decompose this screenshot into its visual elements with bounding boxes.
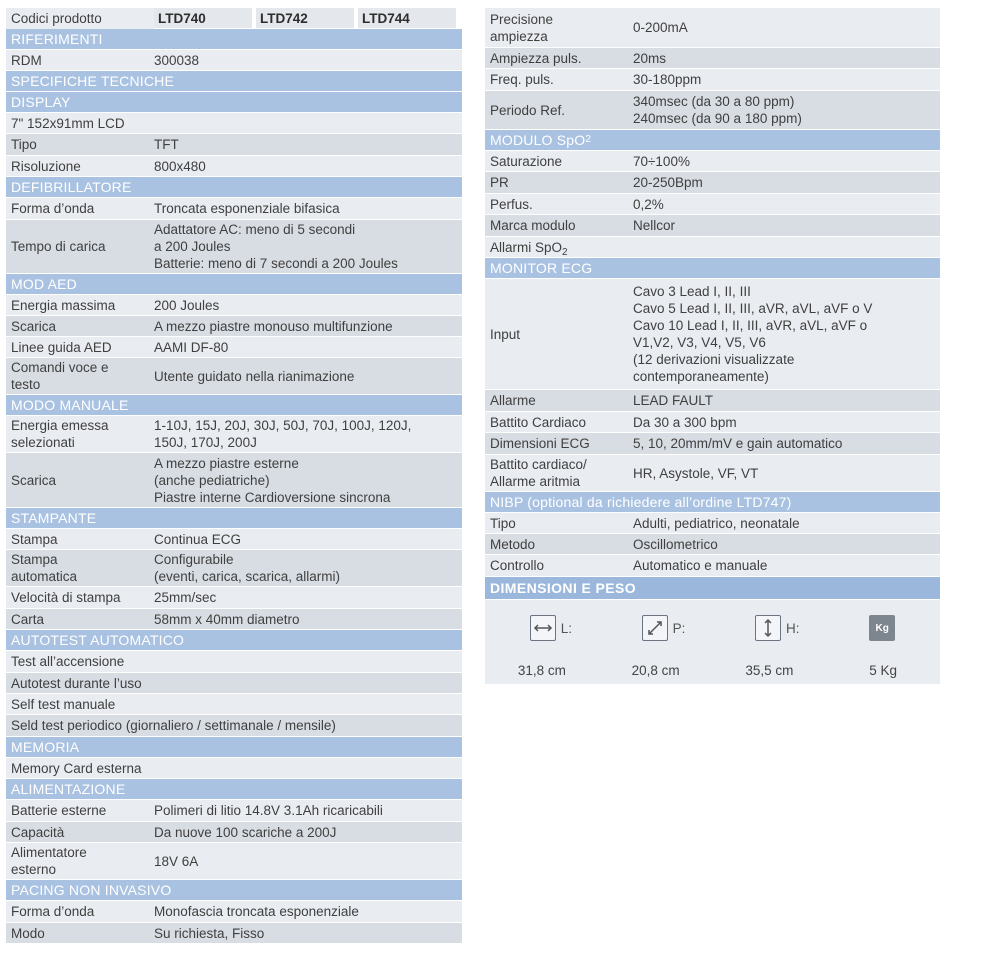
section-header-display [6,92,462,113]
spec-label [6,611,154,628]
spec-value: 5, 10, 20mm/mV e gain automatico [633,436,843,451]
section-header-pacing-non-invasivo [6,880,462,901]
spec-label-text: Energia emessa selezionati [11,418,109,450]
spec-value: LEAD FAULT [633,393,714,408]
spec-label [6,52,154,69]
section-header-text: RIFERIMENTI [11,31,103,47]
spec-label [6,824,154,841]
spec-row-precisione-ampiezza [485,8,940,48]
spec-label-text: Batterie esterne [11,803,107,818]
spec-label [6,115,125,132]
spec-label [6,696,115,713]
spec-row-scarica [6,453,462,508]
spec-row-ampiezza-puls [485,48,940,69]
spec-value: Continua ECG [154,531,242,547]
spec-label [485,196,633,213]
spec-row-metodo [485,534,940,555]
spec-row-forma-d-onda [6,198,462,220]
spec-row-input [485,279,940,390]
spec-label-text: Marca modulo [490,218,576,233]
spec-label-text: Forma d’onda [11,904,95,919]
dimensions-icons-row [485,600,940,656]
section-header-defibrillatore [6,177,462,198]
spec-label-text: Metodo [490,536,536,552]
section-header-specifiche-tecniche [6,71,462,92]
spec-value: 70÷100% [633,153,690,169]
spec-value: 20-250Bpm [633,175,703,190]
spec-value: Automatico e manuale [633,558,768,573]
spec-row-allarmi-spo [485,237,940,258]
spec-row-saturazione [485,151,940,172]
spec-row-autotest-durante-l-uso [6,673,462,694]
spec-label-text: Battito Cardiaco [490,414,587,430]
dimension-depth-value: 20,8 cm [631,662,680,678]
spec-row-seld-test-periodico-giornaliero-settiman [6,715,462,737]
spec-row-batterie-esterne [6,800,462,822]
spec-label [485,153,633,170]
spec-label [6,717,336,734]
spec-row-test-all-accensione [6,651,462,673]
section-header-text: PACING NON INVASIVO [11,882,172,898]
spec-row-rdm [6,50,462,71]
spec-label [485,515,633,532]
spec-label-text: Dimensioni ECG [490,436,590,451]
spec-label [485,239,568,256]
spec-label-text: Velocità di stampa [11,590,121,605]
spec-label [6,200,154,217]
spec-row-tempo-di-carica [6,220,462,274]
spec-label-text: Comandi voce e testo [11,360,109,392]
spec-label-text: Alimentatore esterno [11,845,87,877]
spec-value: Nellcor [633,218,676,233]
spec-label [6,472,154,489]
section-header-dimensioni-e-peso [485,577,940,600]
dimension-weight-value: 5 Kg [869,662,898,678]
spec-label-text: Tempo di carica [11,239,106,254]
section-header-modulo-spo: MODULO SpO 2 [485,130,940,151]
spec-label [6,675,142,692]
spec-label-text: Autotest durante l’uso [11,675,142,691]
spec-row-allarme [485,390,940,412]
spec-label-text: RDM [11,52,42,68]
spec-value: 30-180ppm [633,72,702,87]
spec-label-text: Saturazione [490,153,563,169]
section-header-text: MODULO SpO [490,132,586,148]
spec-value: 20ms [633,50,667,66]
section-header-text: STAMPANTE [11,510,97,526]
dimension-width-value: 31,8 cm [517,662,566,678]
spec-label [485,217,633,234]
spec-label-text: Linee guida AED [11,339,112,355]
spec-value: 800x480 [154,158,206,174]
dimension-height-value: 35,5 cm [745,662,794,678]
section-header-text: MODO MANUALE [11,397,129,413]
spec-label [6,417,154,451]
spec-label [6,903,154,920]
dimension-height [755,615,800,641]
spec-label [6,318,154,335]
spec-value: Da 30 a 300 bpm [633,414,737,430]
height-arrow-icon [755,615,781,641]
dimension-depth-label: P: [672,620,686,636]
spec-value: Da nuove 100 scariche a 200J [154,824,337,840]
spec-value: 1-10J, 15J, 20J, 30J, 50J, 70J, 100J, 120J, 150J, 170J, 200J [154,418,412,450]
width-arrow-icon [530,615,556,641]
spec-row-perfus [485,194,940,215]
spec-label-text: Precisione ampiezza [490,11,554,44]
spec-value: HR, Asystole, VF, VT [633,465,759,481]
spec-value: 0,2% [633,196,664,212]
spec-row-marca-modulo [485,215,940,237]
product-code-ltd744: LTD744 [358,8,456,28]
spec-label [6,925,154,942]
section-header-modo-manuale [6,395,462,416]
spec-row-risoluzione [6,156,462,177]
spec-row-pr [485,172,940,194]
spec-row-7-152x91mm-lcd [6,113,462,134]
spec-row-stampa-automatica [6,550,462,587]
spec-label-text: PR [490,175,509,190]
spec-row-periodo-ref [485,91,940,130]
spec-label [6,551,154,585]
section-header-monitor-ecg [485,258,940,279]
spec-row-linee-guida-aed [6,337,462,358]
spec-label [485,11,633,45]
spec-value: Troncata esponenziale bifasica [154,201,340,216]
spec-label [6,359,154,393]
spec-row-comandi-voce-e-testo [6,358,462,395]
spec-value: A mezzo piastre esterne (anche pediatriche) Piastre interne Cardioversione sincrona [154,455,391,505]
dimension-width-label: L: [560,620,573,636]
spec-label-text: Scarica [11,318,57,334]
spec-label [485,50,633,67]
spec-label-text: Tipo [11,137,37,152]
spec-label-text: Memory Card esterna [11,760,142,776]
spec-label [6,531,154,548]
spec-row-capacit [6,822,462,843]
section-header-nibp-optional-da-richiedere-all-ordine-l [485,492,940,513]
spec-value: Monofascia troncata esponenziale [154,904,359,919]
spec-label-text: Freq. puls. [490,72,554,87]
spec-value: 18V 6A [154,853,199,869]
spec-value: Configurabile (eventi, carica, scarica, allarmi) [154,552,341,584]
spec-row-tipo [485,513,940,534]
spec-label-text: Seld test periodico (giornaliero / settimanale / mensile) [11,718,336,733]
product-codes-row [6,8,462,29]
spec-row-self-test-manuale [6,694,462,715]
spec-label-text: Scarica [11,472,57,488]
spec-row-carta [6,609,462,630]
spec-label [485,414,633,431]
spec-label-text: Periodo Ref. [490,102,566,118]
spec-value: A mezzo piastre monouso multifunzione [154,318,393,334]
spec-row-battito-cardiaco-allarme-aritmia [485,455,940,492]
spec-value: 25mm/sec [154,590,217,605]
section-header-text: MEMORIA [11,739,80,755]
spec-row-tipo [6,134,462,156]
spec-row-freq-puls [485,69,940,91]
spec-label-text: Risoluzione [11,158,81,174]
spec-label-text: Carta [11,611,45,627]
spec-row-forma-d-onda [6,901,462,923]
spec-label [485,102,633,119]
spec-label [6,589,154,606]
spec-label-text: Allarmi SpO [490,239,563,255]
spec-label-text: Ampiezza puls. [490,50,582,66]
section-header-memoria [6,737,462,758]
spec-label-text: Stampa [11,531,58,547]
spec-row-scarica [6,316,462,337]
spec-row-energia-emessa-selezionati [6,416,462,453]
dimension-depth [642,615,686,641]
spec-value: TFT [154,137,179,152]
spec-label-text: Energia massima [11,297,116,313]
specs-right-column [485,8,940,684]
spec-label [485,435,633,452]
section-header-text: NIBP (optional da richiedere all’ordine LTD747) [490,494,792,510]
dimension-width [530,615,572,641]
spec-label-text: Capacità [11,824,65,840]
spec-label [6,136,154,153]
section-header-text: DIMENSIONI E PESO [490,580,637,596]
section-header-text: ALIMENTAZIONE [11,781,126,797]
dimension-height-label: H: [786,620,800,636]
spec-value: 300038 [154,52,200,68]
spec-row-velocit-di-stampa [6,587,462,609]
spec-label-text: Forma d’onda [11,201,95,216]
spec-label-text: Battito cardiaco/ Allarme aritmia [490,457,587,489]
spec-label [6,760,142,777]
spec-label [6,339,154,356]
spec-value: 200 Joules [154,297,220,313]
weight-icon [869,615,895,641]
spec-value: Utente guidato nella rianimazione [154,368,355,384]
section-header-text: AUTOTEST AUTOMATICO [11,632,185,648]
section-header-autotest-automatico [6,630,462,651]
spec-row-battito-cardiaco [485,412,940,433]
spec-value: Cavo 3 Lead I, II, III Cavo 5 Lead I, II, III, aVR, aVL, aVF o V Cavo 10 Lead I, II, III, aVR, aVL, aVF o V1,V2, V3, V4, V5, V6 (12 derivazioni visualizzate contemporaneamente) [633,284,873,384]
spec-value: 58mm x 40mm diametro [154,611,300,627]
spec-row-memory-card-esterna [6,758,462,779]
spec-value: 340msec (da 30 a 80 ppm) 240msec (da 90 a 180 ppm) [633,94,802,126]
spec-label-text: Test all’accensione [11,654,125,669]
spec-label [485,392,633,409]
spec-value: Su richiesta, Fisso [154,925,265,941]
spec-label [6,653,124,670]
spec-value: 0-200mA [633,20,688,35]
dimensions-values-row [485,656,940,684]
spec-label [6,297,154,314]
spec-label-text: Allarme [490,393,536,408]
spec-row-dimensioni-ecg [485,433,940,455]
spec-label-text: Tipo [490,515,516,531]
section-header-riferimenti [6,29,462,50]
section-header-text: DISPLAY [11,94,71,110]
section-header-text: SPECIFICHE TECNICHE [11,73,175,89]
spec-label-text: Controllo [490,558,545,573]
spec-label-text: 7" 152x91mm LCD [11,115,125,131]
spec-row-modo [6,923,462,944]
product-code-ltd742: LTD742 [256,8,354,28]
spec-label [485,174,633,191]
depth-arrow-icon [642,615,668,641]
section-header-text: DEFIBRILLATORE [11,179,132,195]
spec-label [6,238,154,255]
product-codes-label: Codici prodotto [6,8,154,29]
section-header-mod-aed [6,274,462,295]
spec-label [6,802,154,819]
spec-row-controllo [485,555,940,577]
spec-label-text: Stampa automatica [11,552,78,584]
specs-left-column [6,8,462,944]
spec-label-text: Input [490,326,521,342]
section-header-stampante [6,508,462,529]
spec-label [485,557,633,574]
subscript: 2 [562,246,568,258]
spec-label [485,536,633,553]
spec-value: Polimeri di litio 14.8V 3.1Ah ricaricabili [154,803,383,818]
spec-label-text: Modo [11,925,45,941]
spec-row-alimentatore-esterno [6,843,462,880]
dimension-weight [869,615,895,641]
section-header-text: MONITOR ECG [490,260,593,276]
spec-label [6,844,154,878]
spec-row-stampa [6,529,462,550]
spec-value: AAMI DF-80 [154,339,229,355]
spec-row-energia-massima [6,295,462,316]
spec-label [485,326,633,343]
section-header-alimentazione [6,779,462,800]
spec-label-text: Self test manuale [11,696,116,712]
product-code-ltd740: LTD740 [154,8,252,28]
spec-label-text: Perfus. [490,196,533,212]
spec-label [6,158,154,175]
spec-label [485,456,633,490]
spec-label [485,71,633,88]
spec-value: Oscillometrico [633,536,718,552]
spec-value: Adulti, pediatrico, neonatale [633,515,800,531]
weight-icon-glyph: Kg [875,622,889,634]
spec-value: Adattatore AC: meno di 5 secondi a 200 Joules Batterie: meno di 7 secondi a 200 Joules [154,222,398,271]
section-header-text: MOD AED [11,276,77,292]
